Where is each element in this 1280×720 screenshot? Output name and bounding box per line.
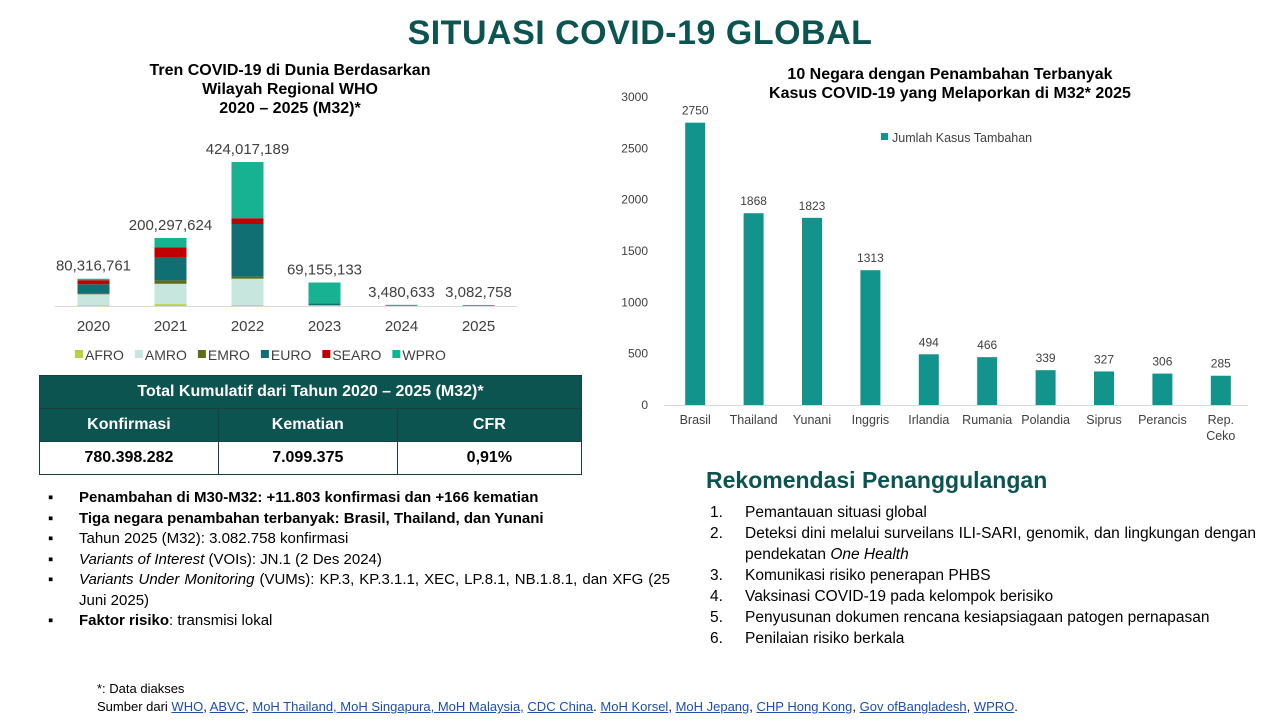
legend-label-series: Jumlah Kasus Tambahan xyxy=(892,131,1033,145)
x-tick-label-polandia: Polandia xyxy=(1021,413,1070,427)
data-label-total-2025: 3,082,758 xyxy=(445,283,512,301)
data-label-inggris: 1313 xyxy=(857,251,884,266)
recommendation-number: 4. xyxy=(710,588,723,605)
x-tick-label-thailand: Thailand xyxy=(729,413,778,427)
left-chart-title-line: 2020 – 2025 (M32)* xyxy=(219,100,361,117)
legend-label-euro: EURO xyxy=(270,347,312,363)
legend-label-searo: SEARO xyxy=(332,347,382,363)
text-run: Penambahan di M30-M32: +11.803 konfirmasi dan +166 kematian xyxy=(79,489,539,506)
x-tick-label-2022: 2022 xyxy=(230,318,265,335)
bar-inggris xyxy=(860,270,880,405)
data-label-rep-ceko: 285 xyxy=(1210,356,1231,371)
text-run: Pemantauan situasi global xyxy=(745,504,927,521)
bar-irlandia xyxy=(919,354,939,405)
key-point-item xyxy=(48,611,670,632)
y-tick-label-1500: 1500 xyxy=(621,244,648,258)
bar-thailand xyxy=(744,213,764,405)
x-tick-label-irlandia: Irlandia xyxy=(908,413,950,427)
data-label-thailand: 1868 xyxy=(740,194,767,209)
bar-rep-ceko xyxy=(1211,376,1231,405)
cumulative-summary-table xyxy=(39,375,582,475)
x-tick-label-2023: 2023 xyxy=(307,318,342,335)
text-run: Komunikasi risiko penerapan PHBS xyxy=(745,567,991,584)
data-label-total-2022: 424,017,189 xyxy=(205,141,290,159)
text-run: Tahun 2025 (M32): 3.082.758 konfirmasi xyxy=(79,530,349,547)
bar-brasil xyxy=(685,123,705,405)
data-label-total-2020: 80,316,761 xyxy=(55,257,132,275)
left-chart-title-line: Tren COVID-19 di Dunia Berdasarkan xyxy=(149,62,431,79)
y-tick-label-500: 500 xyxy=(627,346,648,361)
right-chart-title-line: 10 Negara dengan Penambahan Terbanyak xyxy=(787,66,1113,83)
text-run: Deteksi dini melalui surveilans ILI-SARI, genomik, dan lingkungan dengan pendekatan xyxy=(745,525,1256,563)
legend-label-afro: AFRO xyxy=(85,347,124,363)
data-label-polandia: 339 xyxy=(1035,351,1056,366)
y-tick-label-3000: 3000 xyxy=(621,90,648,104)
page-title: SITUASI COVID-19 GLOBAL xyxy=(407,14,873,52)
x-tick-label-brasil: Brasil xyxy=(679,413,711,427)
y-tick-label-0: 0 xyxy=(641,398,648,412)
data-label-total-2021: 200,297,624 xyxy=(128,216,213,234)
source-link[interactable]: CHP Hong Kong xyxy=(756,699,853,714)
text-run: Variants Under Monitoring xyxy=(79,571,255,588)
text-run: Vaksinasi COVID-19 pada kelompok berisiko xyxy=(745,588,1054,605)
text-run: Tiga negara penambahan terbanyak: Brasil, Thailand, dan Yunani xyxy=(79,509,544,527)
bar-yunani xyxy=(802,218,822,405)
x-tick-label-inggris: Inggris xyxy=(851,413,890,427)
data-label-brasil: 2750 xyxy=(681,103,709,118)
source-link[interactable]: WHO xyxy=(171,699,204,714)
source-link[interactable]: Gov ofBangladesh xyxy=(859,699,967,714)
text-run: One Health xyxy=(830,546,909,563)
source-link[interactable]: ABVC xyxy=(209,699,246,714)
legend-swatch-series xyxy=(881,133,888,140)
sources-line: Sumber dari WHO, ABVC, MoH Thailand, MoH Singapura, MoH Malaysia, CDC China. MoH Korsel, MoH Jepang, CHP Hong Kong, Gov ofBangladesh, WPRO. xyxy=(97,699,1018,714)
x-tick-label-2020: 2020 xyxy=(76,318,111,335)
recommendation-item xyxy=(710,523,1256,565)
key-point-item xyxy=(48,488,670,509)
source-link[interactable]: MoH Korsel xyxy=(600,699,669,714)
summary-header-confirmed: Konfirmasi xyxy=(40,409,219,442)
summary-header-deaths: Kematian xyxy=(218,409,397,442)
bar-rumania xyxy=(977,357,997,405)
legend-label-emro: EMRO xyxy=(207,347,250,363)
x-tick-label-rep-ceko: Ceko xyxy=(1206,429,1236,443)
recommendation-list xyxy=(710,502,1256,649)
recommendation-item xyxy=(710,607,1256,628)
source-link[interactable]: CDC China xyxy=(527,699,594,714)
recommendation-number: 2. xyxy=(710,525,723,542)
data-label-total-2024: 3,480,633 xyxy=(368,283,435,301)
text-run: Penyusunan dokumen rencana kesiapsiagaan patogen pernapasan xyxy=(745,609,1210,626)
text-run: : transmisi lokal xyxy=(169,612,273,629)
recommendation-item xyxy=(710,502,1256,523)
x-tick-label-2024: 2024 xyxy=(384,318,419,335)
summary-value-cfr: 0,91% xyxy=(397,442,581,475)
recommendation-number: 3. xyxy=(710,567,723,584)
key-point-item xyxy=(48,529,670,550)
text-run: Faktor risiko xyxy=(79,612,170,629)
legend-label-wpro: WPRO xyxy=(402,347,446,363)
key-point-item xyxy=(48,509,670,530)
text-run: Variants of Interest xyxy=(79,550,205,568)
source-link[interactable]: MoH Jepang xyxy=(675,699,750,714)
recommendation-number: 5. xyxy=(710,609,723,626)
recommendation-number: 1. xyxy=(710,504,723,521)
recommendation-item xyxy=(710,628,1256,649)
sources-prefix: Sumber dari xyxy=(97,699,172,714)
x-tick-label-yunani: Yunani xyxy=(792,413,832,427)
text-run: Penilaian risiko berkala xyxy=(745,630,905,647)
bar-polandia xyxy=(1036,370,1056,405)
data-label-yunani: 1823 xyxy=(798,198,826,213)
x-tick-label-2021: 2021 xyxy=(153,318,188,335)
summary-table-title: Total Kumulatif dari Tahun 2020 – 2025 (M32)* xyxy=(40,376,582,409)
data-label-total-2023: 69,155,133 xyxy=(286,261,363,279)
left-chart-title-line: Wilayah Regional WHO xyxy=(202,81,378,98)
recommendation-item xyxy=(710,586,1256,607)
key-point-item xyxy=(48,570,670,611)
legend-label-amro: AMRO xyxy=(144,347,187,363)
text-run: (VUMs): KP.3, KP.3.1.1, XEC, LP.8.1, NB.1.8.1, dan XFG (25 Juni 2025) xyxy=(79,571,670,609)
recommendation-item xyxy=(710,565,1256,586)
text-run: (VOIs): JN.1 (2 Des 2024) xyxy=(204,550,382,568)
y-tick-label-1000: 1000 xyxy=(621,295,648,310)
summary-value-deaths: 7.099.375 xyxy=(218,442,397,475)
summary-header-cfr: CFR xyxy=(397,409,581,442)
data-label-siprus: 327 xyxy=(1093,352,1115,367)
x-tick-label-2025: 2025 xyxy=(461,318,496,335)
bar-perancis xyxy=(1152,374,1172,405)
source-link[interactable]: WPRO xyxy=(973,699,1015,714)
data-label-irlandia: 494 xyxy=(918,335,939,350)
bar-siprus xyxy=(1094,371,1114,405)
y-tick-label-2500: 2500 xyxy=(621,141,648,156)
summary-value-confirmed: 780.398.282 xyxy=(40,442,219,475)
x-tick-label-rep-ceko: Rep. xyxy=(1207,413,1235,427)
key-points-list xyxy=(48,488,670,632)
source-link[interactable]: MoH Thailand, MoH Singapura, MoH Malaysia, xyxy=(252,699,524,714)
y-tick-label-2000: 2000 xyxy=(621,192,648,207)
key-point-item xyxy=(48,550,670,571)
footnote: *: Data diakses xyxy=(97,681,185,696)
recommendation-number: 6. xyxy=(710,630,723,647)
x-tick-label-perancis: Perancis xyxy=(1138,413,1187,427)
right-chart-title-line: Kasus COVID-19 yang Melaporkan di M32* 2025 xyxy=(769,85,1131,102)
recommendation-title: Rekomendasi Penanggulangan xyxy=(706,467,1048,493)
data-label-perancis: 306 xyxy=(1152,354,1173,369)
x-tick-label-siprus: Siprus xyxy=(1086,413,1122,427)
data-label-rumania: 466 xyxy=(977,338,998,353)
x-tick-label-rumania: Rumania xyxy=(962,413,1013,427)
